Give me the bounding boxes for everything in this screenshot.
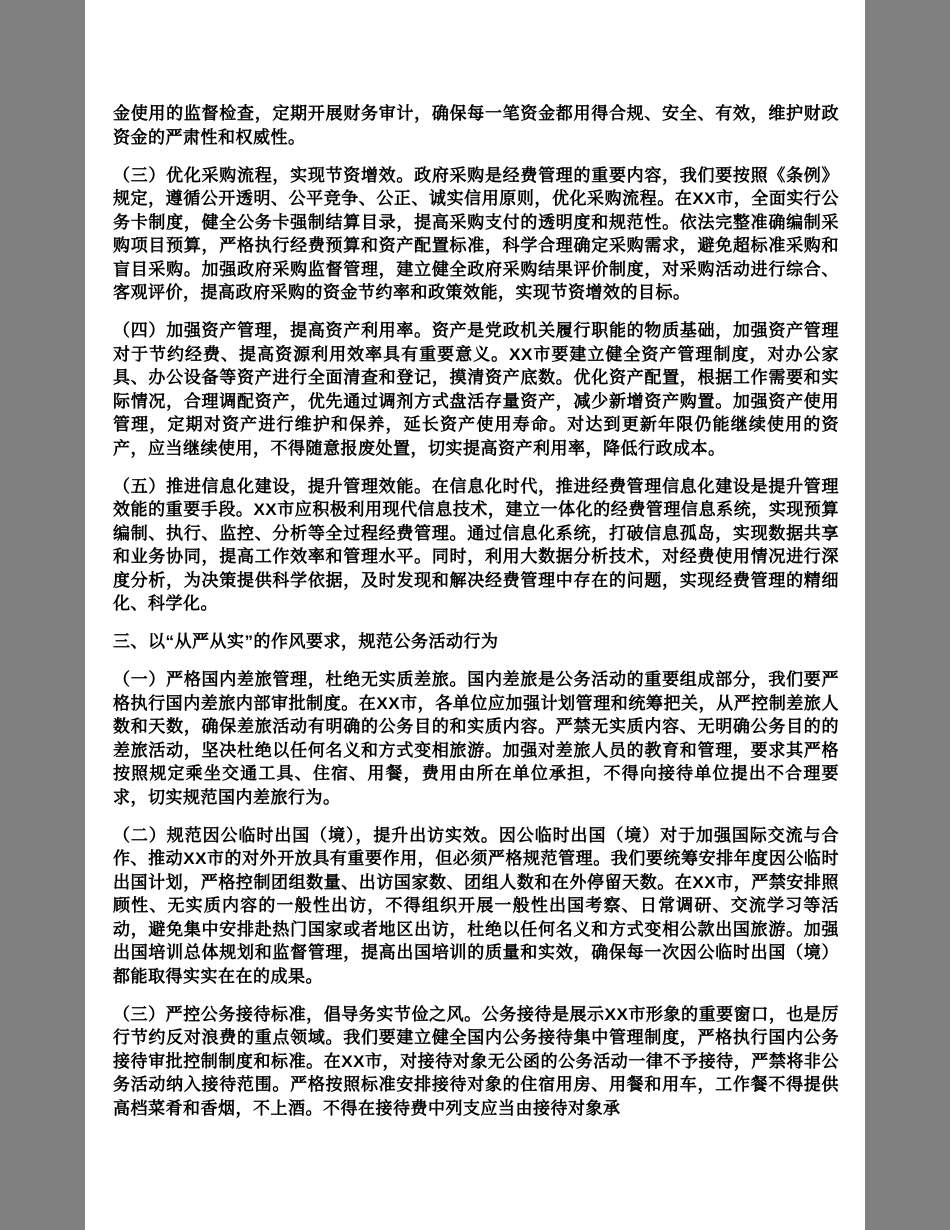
section-heading: 三、以“从严从实”的作风要求，规范公务活动行为: [113, 632, 499, 651]
document-page: [85, 0, 865, 1230]
paragraph-asset-management: （四）加强资产管理，提高资产利用率。资产是党政机关履行职能的物质基础，加强资产管理对于节约经费、提高资源利用效率具有重要意义。XX市要建立健全资产管理制度，对办公家具、办公设备等资产进行全面清查和登记，摸清资产底数。优化资产配置，根据工作需要和实际情况，合理调配资产，优先通过调剂方式盘活存量资产，减少新增资产购置。加强资产使用管理，定期对资产进行维护和保养，延长资产使用寿命。对达到更新年限仍能继续使用的资产，应当继续使用，不得随意报废处置，切实提高资产利用率，降低行政成本。: [113, 321, 839, 458]
paragraph-domestic-travel: （一）严格国内差旅管理，杜绝无实质差旅。国内差旅是公务活动的重要组成部分，我们要严格执行国内差旅内部审批制度。在XX市，各单位应加强计划管理和统筹把关，从严控制差旅人数和天数，确保差旅活动有明确的公务目的和实质内容。严禁无实质内容、无明确公务目的的差旅活动，坚决杜绝以任何名义和方式变相旅游。加强对差旅人员的教育和管理，要求其严格按照规定乘坐交通工具、住宿、用餐，费用由所在单位承担，不得向接待单位提出不合理要求，切实规范国内差旅行为。: [113, 670, 839, 807]
paragraph-procurement: （三）优化采购流程，实现节资增效。政府采购是经费管理的重要内容，我们要按照《条例》规定，遵循公开透明、公平竞争、公正、诚实信用原则，优化采购流程。在XX市，全面实行公务卡制度，健全公务卡强制结算目录，提高采购支付的透明度和规范性。依法完整准确编制采购项目预算，严格执行经费预算和资产配置标准，科学合理确定采购需求，避免超标准采购和盲目采购。加强政府采购监督管理，建立健全政府采购结果评价制度，对采购活动进行综合、客观评价，提高政府采购的资金节约率和政策效能，实现节资增效的目标。: [113, 165, 839, 302]
paragraph-informatization: （五）推进信息化建设，提升管理效能。在信息化时代，推进经费管理信息化建设是提升管理效能的重要手段。XX市应积极利用现代信息技术，建立一体化的经费管理信息系统，实现预算编制、执行、监控、分析等全过程经费管理。通过信息化系统，打破信息孤岛，实现数据共享和业务协同，提高工作效率和管理水平。同时，利用大数据分析技术，对经费使用情况进行深度分析，为决策提供科学依据，及时发现和解决经费管理中存在的问题，实现经费管理的精细化、科学化。: [113, 476, 839, 613]
paragraph-overseas-trips: （二）规范因公临时出国（境），提升出访实效。因公临时出国（境）对于加强国际交流与合作、推动XX市的对外开放具有重要作用，但必须严格规范管理。我们要统筹安排年度因公临时出国计划，严格控制团组数量、出访国家数、团组人数和在外停留天数。在XX市，严禁安排照顾性、无实质内容的一般性出访，不得组织开展一般性出国考察、日常调研、交流学习等活动，避免集中安排赴热门国家或者地区出访，杜绝以任何名义和方式变相公款出国旅游。加强出国培训总体规划和监督管理，提高出国培训的质量和实效，确保每一次因公临时出国（境）都能取得实实在在的成果。: [113, 825, 839, 986]
paragraph-continuation: 金使用的监督检查，定期开展财务审计，确保每一笔资金都用得合规、安全、有效，维护财政资金的严肃性和权威性。: [113, 104, 839, 147]
paragraph-official-reception: （三）严控公务接待标准，倡导务实节俭之风。公务接待是展示XX市形象的重要窗口，也是厉行节约反对浪费的重点领域。我们要建立健全国内公务接待集中管理制度，严格执行国内公务接待审批控制制度和标准。在XX市，对接待对象无公函的公务活动一律不予接待，严禁将非公务活动纳入接待范围。严格按照标准安排接待对象的住宿用房、用餐和用车，工作餐不得提供高档菜肴和香烟，不上酒。不得在接待费中列支应当由接待对象承: [113, 1004, 839, 1118]
